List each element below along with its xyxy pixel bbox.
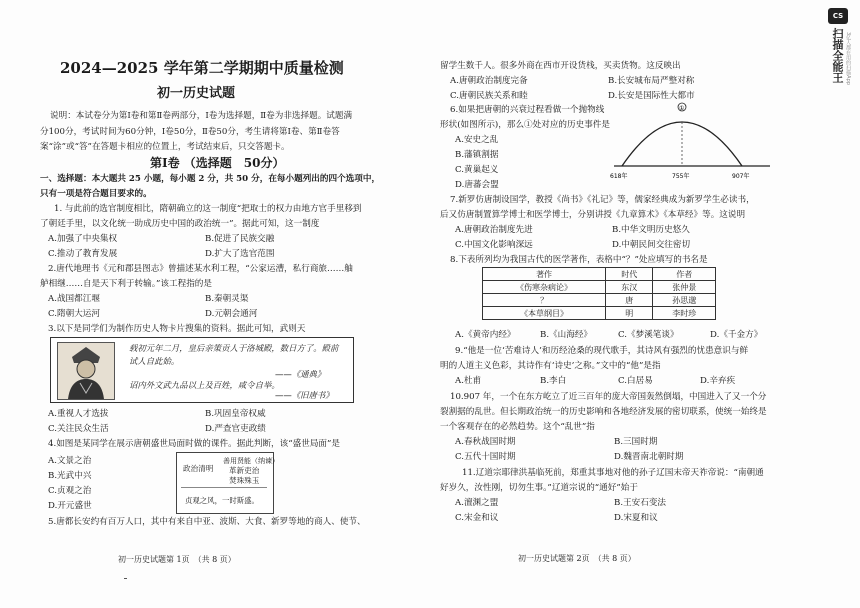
q5-option-a: A.唐朝政治制度完备 [450, 76, 528, 86]
q6-option-b: B.藩镇割据 [455, 150, 499, 160]
q2-option-d: D.元朝会通河 [205, 309, 258, 319]
table-cell: 李时珍 [653, 307, 716, 320]
q8-line: 8.下表所列均为我国古代的医学著作，表格中“？”处应填写的书名是 [450, 255, 708, 265]
table-header-cell: 作者 [653, 268, 716, 281]
exam-title: 2024—2025 学年第二学期期中质量检测 [60, 59, 344, 77]
q8-option-c: C.《梦溪笔谈》 [618, 330, 679, 340]
q3-line: 3.以下是同学们为制作历史人物卡片搜集的资料。据此可知，武则天 [48, 324, 306, 334]
q1-line-2: 了朝廷手里，以文化统一助成历史中国的政治统一”。据此可知，这一制度 [40, 219, 320, 229]
watermark-app-name: 扫描全能王 [831, 28, 844, 83]
q4-box-right-bot: 焚珠殊玉 [229, 476, 260, 485]
instructions-line-2: 分100分，考试时间为60分钟，Ⅰ卷50分，Ⅱ卷50分，考生请将第Ⅰ卷、第Ⅱ卷答 [40, 127, 340, 137]
q4-option-d: D.开元盛世 [48, 501, 92, 511]
q11-option-b: B.王安石变法 [614, 498, 667, 508]
q8-medical-table [482, 267, 716, 320]
q3-option-a: A.重视人才选拔 [48, 409, 109, 419]
section-intro-1: 一、选择题：本大题共 25 小题，每小题 2 分，共 50 分，在每小题列出的四个选项中， [40, 174, 381, 184]
q8-option-b: B.《山海经》 [540, 330, 593, 340]
q3-source-1: ——《通典》 [275, 369, 326, 379]
q3-source-2: ——《旧唐书》 [275, 390, 334, 400]
table-cell: 孙思邈 [653, 294, 716, 307]
watermark-tagline: 3亿人都在用的扫描App [845, 32, 851, 85]
q2-option-b: B.秦朝灵渠 [205, 294, 249, 304]
q9-option-b: B.李白 [540, 376, 567, 386]
q11-line-1: 11.辽道宗耶律洪基临死前，郑重其事地对他的孙子辽国末帝天祚帝说：“南朝通 [462, 468, 764, 478]
q10-option-d: D.魏晋南北朝时期 [614, 452, 684, 462]
q4-slide-box [176, 452, 279, 514]
q4-option-b: B.光武中兴 [48, 471, 92, 481]
table-cell: 唐 [606, 294, 653, 307]
table-cell: 张仲景 [653, 281, 716, 294]
q8-option-d: D.《千金方》 [710, 330, 763, 340]
q6-x-label-1: 618年 [610, 173, 628, 180]
section-intro-2: 只有一项是符合题目要求的。 [40, 189, 152, 199]
q5-line: 5.唐都长安约有百万人口，其中有来自中亚、波斯、大食、新罗等地的商人、使节、 [48, 517, 366, 527]
q4-line: 4.如图是某同学在展示唐朝盛世局面时做的课件。据此判断，该“盛世局面”是 [48, 439, 340, 449]
q5-option-d: D.长安是国际性大都市 [608, 91, 695, 101]
q3-option-d: D.严查官吏政绩 [205, 424, 266, 434]
q9-line-1: 9.“他是一位‘苦难诗人’和历经沧桑的现代歌手，其诗风有强烈的忧患意识与鲜 [455, 346, 749, 356]
right-footer: 初一历史试题第 2页 （共 8 页） [518, 554, 636, 563]
q6-marker: ① [679, 105, 685, 112]
q11-line-2: 好岁久，汝性刚，切勿生事。”辽道宗说的“通好”始于 [440, 483, 638, 493]
camscanner-logo-icon: CS [828, 8, 848, 24]
q10-option-b: B.三国时期 [614, 437, 658, 447]
q4-option-a: A.文景之治 [48, 456, 92, 466]
table-header-cell: 时代 [606, 268, 653, 281]
q11-option-d: D.宋夏和议 [614, 513, 658, 523]
table-header-row [483, 268, 716, 281]
q9-option-d: D.辛弃疾 [700, 376, 736, 386]
exam-subject: 初一历史试题 [157, 86, 236, 101]
q11-option-a: A.澶渊之盟 [455, 498, 499, 508]
q5-option-c: C.唐朝民族关系和睦 [450, 91, 528, 101]
q6-option-a: A.安史之乱 [455, 135, 499, 145]
q4-option-c: C.贞观之治 [48, 486, 92, 496]
q3-quote-1: 载初元年二月，皇后亲策贡人于洛城殿，数日方了。殿前试人自此始。 [129, 343, 339, 366]
q9-option-c: C.白居易 [618, 376, 653, 386]
q8-option-a: A.《黄帝内经》 [455, 330, 516, 340]
table-cell: ？ [483, 294, 606, 307]
q1-line-1: 1. 与此前的选官制度相比，隋朝确立的这一制度“把取士的权力由地方官手里移到 [54, 204, 362, 214]
q11-option-c: C.宋金和议 [455, 513, 499, 523]
q10-option-a: A.春秋战国时期 [455, 437, 516, 447]
q6-option-c: C.黄巢起义 [455, 165, 499, 175]
instructions-line-1: 说明：本试卷分为第Ⅰ卷和第Ⅱ卷两部分，Ⅰ卷为选择题，Ⅱ卷为非选择题。试题满 [50, 111, 353, 121]
q3-character-card [50, 337, 354, 403]
q10-line-2: 裂割据的乱世。但长期政治统一的历史影响和各地经济发展的密切联系，使统一始终是 [440, 407, 767, 417]
q1-option-a: A.加强了中央集权 [48, 234, 118, 244]
wu-zetian-portrait [57, 342, 115, 400]
q1-option-b: B.促进了民族交融 [205, 234, 275, 244]
q3-option-c: C.关注民众生活 [48, 424, 109, 434]
q2-option-a: A.战国都江堰 [48, 294, 100, 304]
q10-line-1: 10.907 年，一个在东方屹立了近三百年的庞大帝国轰然倒塌，中国进入了又一个分 [450, 392, 767, 402]
q3-option-b: B.巩固皇帝权威 [205, 409, 266, 419]
scan-speck [124, 578, 127, 579]
q7-line-1: 7.新罗仿唐制设国学，教授《尚书》《礼记》等，儒家经典成为新罗学生必读书， [450, 195, 755, 205]
q4-box-left: 政治清明 [183, 464, 214, 473]
q10-option-c: C.五代十国时期 [455, 452, 516, 462]
q6-x-label-3: 907年 [732, 173, 750, 180]
table-cell: 东汉 [606, 281, 653, 294]
q7-option-c: C.中国文化影响深远 [455, 240, 533, 250]
table-header-cell: 著作 [483, 268, 606, 281]
table-cell: 《本草纲目》 [483, 307, 606, 320]
q6-line-1: 6.如果把唐朝的兴衰过程看做一个抛物线 [450, 105, 605, 115]
table-row [483, 294, 716, 307]
section-title: 第Ⅰ卷 （选择题 50分） [150, 156, 285, 170]
q4-box-divider [181, 487, 267, 488]
q4-box-bottom: 贞观之风，一时斯盛。 [185, 496, 259, 505]
q6-x-label-2: 755年 [672, 173, 690, 180]
q7-line-2: 后又仿唐制置算学博士和医学博士，分别讲授《九章算术》《本草经》等。这说明 [440, 210, 746, 220]
q7-option-d: D.中朝民间交往密切 [612, 240, 691, 250]
q10-line-3: 一个客观存在的必然趋势。这个“乱世”指 [440, 422, 595, 432]
table-row [483, 307, 716, 320]
q2-line-1: 2.唐代地理书《元和郡县图志》曾描述某水利工程，“公家运漕，私行商旅……舳 [48, 264, 353, 274]
table-row [483, 281, 716, 294]
q9-option-a: A.杜甫 [455, 376, 482, 386]
table-cell: 明 [606, 307, 653, 320]
left-footer: 初一历史试题第 1页 （共 8 页） [118, 555, 236, 564]
q7-option-a: A.唐朝政治制度先进 [455, 225, 533, 235]
q5-option-b: B.长安城布局严整对称 [608, 76, 695, 86]
q7-option-b: B.中华文明历史悠久 [612, 225, 690, 235]
q3-quote-2: 诏内外文武九品以上及百姓，咸令自举。 [129, 380, 280, 390]
table-cell: 《伤寒杂病论》 [483, 281, 606, 294]
instructions-line-3: 案“涂”或“答”在答题卡相应的位置上，考试结束后，只交答题卡。 [40, 142, 290, 152]
q1-option-d: D.扩大了选官范围 [205, 249, 275, 259]
q3-quote-1-a [129, 342, 343, 368]
q5-cont-line: 留学生数千人。很多外商在西市开设货栈，买卖货物。这反映出 [440, 61, 681, 71]
q4-box-right-mid: 革新吏治 [229, 466, 260, 475]
q6-line-2: 形状(如图所示)，那么①处对应的历史事件是 [440, 120, 610, 130]
q4-box-right-top: 善用贤能（纳谏） [223, 457, 279, 465]
q6-parabola-graph [600, 94, 780, 188]
q2-option-c: C.隋朝大运河 [48, 309, 100, 319]
q6-option-d: D.唐蕃会盟 [455, 180, 499, 190]
q1-option-c: C.推动了教育发展 [48, 249, 118, 259]
q9-line-2: 明的人道主义色彩，其诗作有‘诗史’之称。”文中的“他”是指 [440, 361, 661, 371]
q2-line-2: 舻相继……自是天下利于转输。”该工程指的是 [40, 279, 212, 289]
